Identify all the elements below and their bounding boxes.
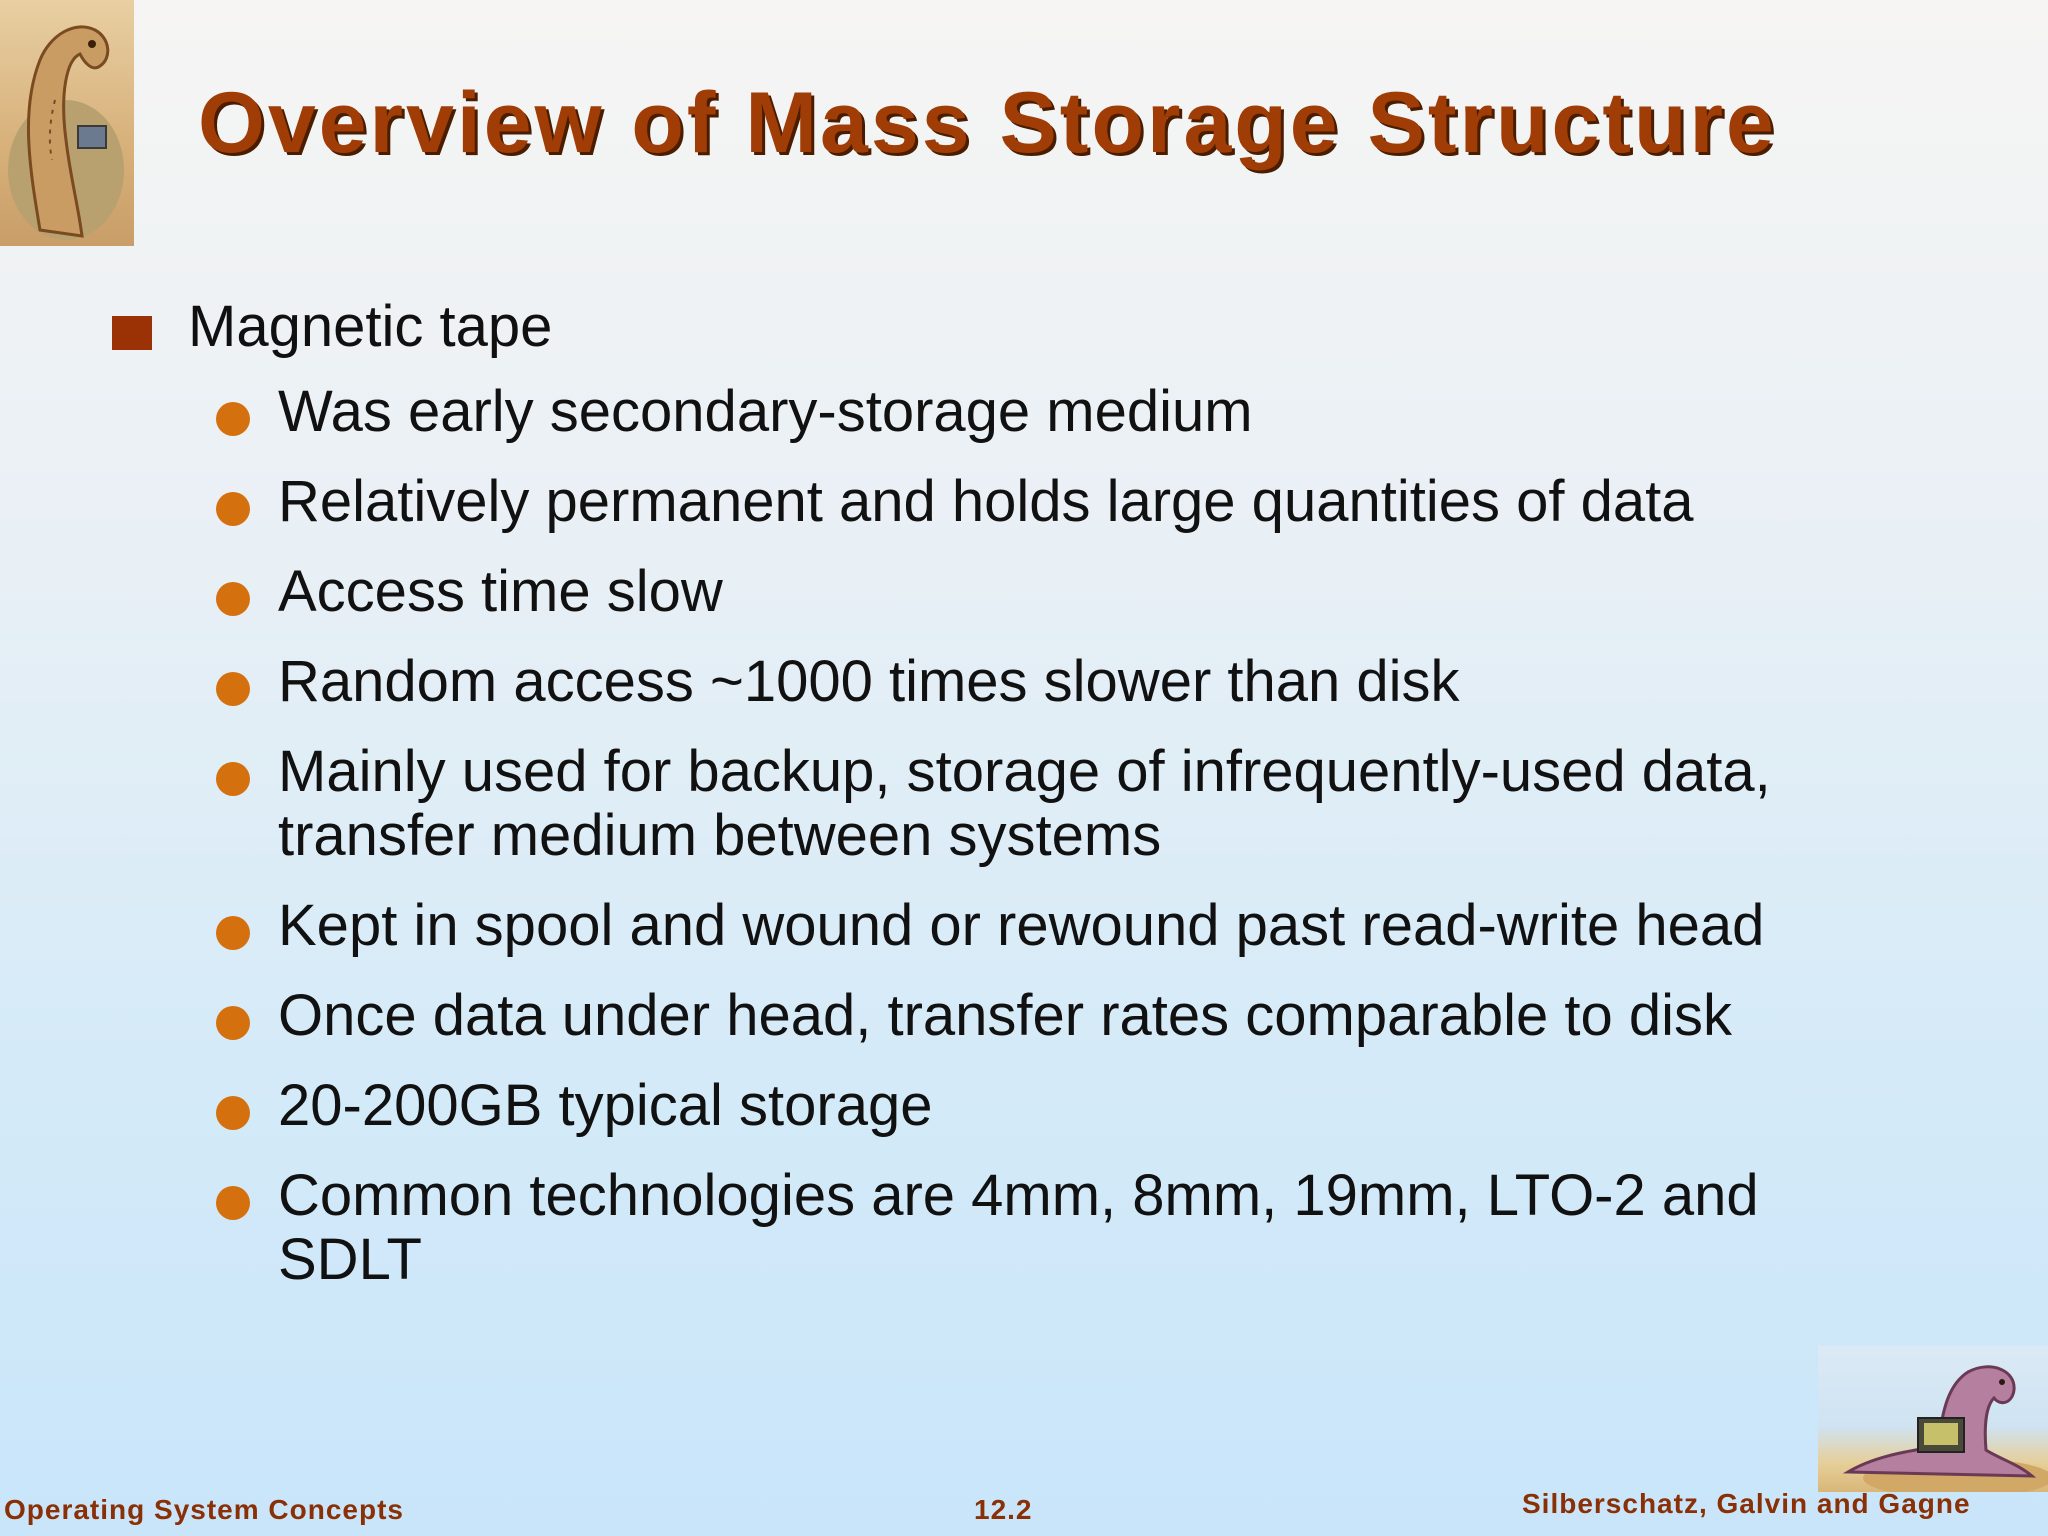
list-item: [216, 380, 2016, 444]
list-item: [216, 1164, 2016, 1292]
dinosaur-icon: [0, 0, 134, 246]
list-item-text: Mainly used for backup, storage of infrequently-used data, transfer medium between systems: [278, 739, 1771, 868]
dinosaur-laptop-icon: [1818, 1346, 2048, 1492]
round-bullet-icon: [216, 916, 250, 950]
list-item: [216, 740, 2016, 868]
round-bullet-icon: [216, 492, 250, 526]
footer-page-number: 12.2: [974, 1494, 1033, 1525]
round-bullet-icon: [216, 1006, 250, 1040]
footer-course-title: Operating System Concepts: [4, 1494, 404, 1525]
list-item-text: Relatively permanent and holds large quantities of data: [278, 469, 1694, 534]
list-item: [216, 650, 2016, 714]
list-item-text: Common technologies are 4mm, 8mm, 19mm, LTO-2 and SDLT: [278, 1163, 1759, 1292]
list-item-text: Random access ~1000 times slower than disk: [278, 649, 1460, 714]
list-item-text: Kept in spool and wound or rewound past read-write head: [278, 893, 1765, 958]
list-item-text: Once data under head, transfer rates comparable to disk: [278, 983, 1733, 1048]
main-bullet-text: Magnetic tape: [188, 294, 553, 359]
round-bullet-icon: [216, 582, 250, 616]
list-item-text: Was early secondary-storage medium: [278, 379, 1253, 444]
list-item: [216, 894, 2016, 958]
sub-bullet-list: [216, 380, 2016, 1318]
list-item: [216, 470, 2016, 534]
round-bullet-icon: [216, 1096, 250, 1130]
list-item-text: 20-200GB typical storage: [278, 1073, 933, 1138]
square-bullet-icon: [112, 316, 152, 350]
round-bullet-icon: [216, 1186, 250, 1220]
footer-authors: Silberschatz, Galvin and Gagne: [1522, 1488, 1971, 1519]
list-item: [216, 560, 2016, 624]
list-item: [216, 1074, 2016, 1138]
list-item-text: Access time slow: [278, 559, 723, 624]
round-bullet-icon: [216, 402, 250, 436]
round-bullet-icon: [216, 672, 250, 706]
slide-title: Overview of Mass Storage Structure: [198, 75, 1777, 171]
round-bullet-icon: [216, 762, 250, 796]
list-item: [216, 984, 2016, 1048]
